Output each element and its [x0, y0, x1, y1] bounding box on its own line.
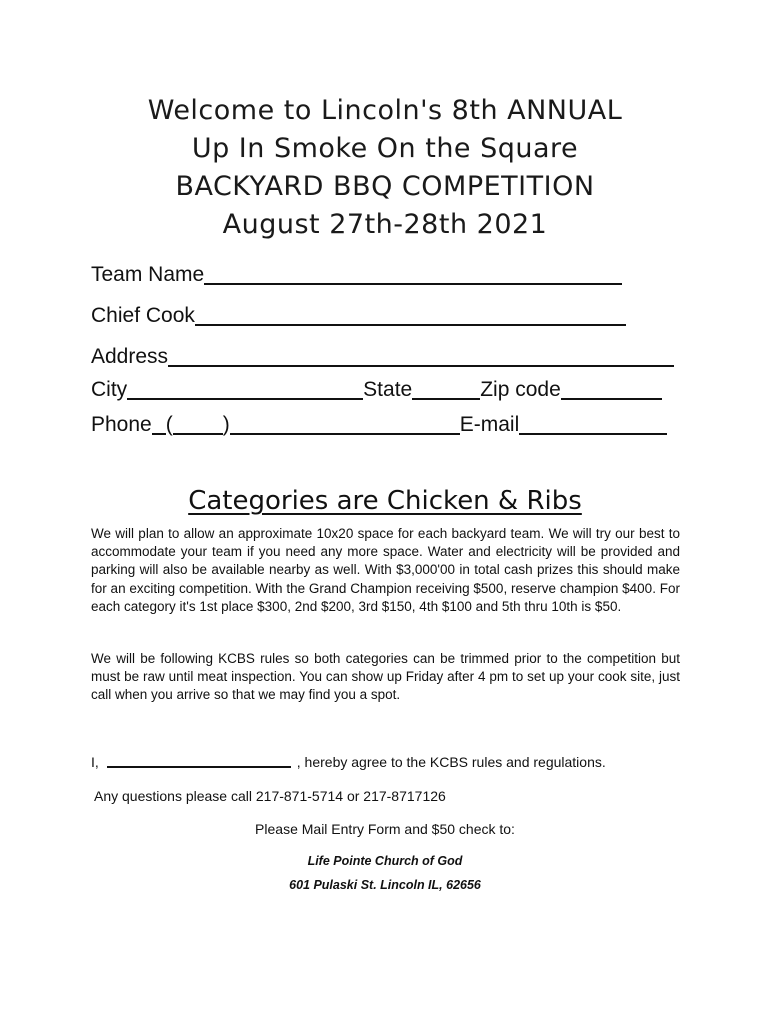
address-field[interactable]: [168, 345, 674, 367]
zip-label: Zip code: [480, 378, 561, 401]
phone-field-lead: [152, 413, 166, 435]
team-name-field[interactable]: [204, 263, 622, 285]
chief-cook-label: Chief Cook: [91, 304, 195, 327]
city-label: City: [91, 378, 128, 401]
title-line-4: August 27th-28th 2021: [222, 209, 548, 240]
chief-cook-field[interactable]: [195, 304, 626, 326]
phone-field[interactable]: [230, 413, 460, 435]
phone-row: [91, 412, 667, 438]
chief-cook-row: [91, 303, 626, 329]
title-line-3: BACKYARD BBQ COMPETITION: [175, 171, 595, 202]
categories-heading: Categories are Chicken & Ribs: [188, 486, 582, 516]
phone-close-paren: ): [222, 413, 230, 436]
city-field[interactable]: [127, 378, 363, 400]
zip-field[interactable]: [561, 378, 662, 400]
email-label: E-mail: [459, 413, 520, 436]
title-line-1: Welcome to Lincoln's 8th ANNUAL: [147, 95, 623, 126]
state-label: State: [363, 378, 413, 401]
team-name-row: [91, 262, 622, 288]
area-code-field[interactable]: [173, 413, 223, 435]
phone-open-paren: (: [165, 413, 173, 436]
questions-text: Any questions please call 217-871-5714 or 217-8717126: [94, 788, 446, 804]
details-paragraph: We will plan to allow an approximate 10x20 space for each backyard team. We will try our best to accommodate your team if you need any more space. Water and electricity will be provided and parking will also be available nearby as well. With $3,000'00 in total cash prizes this should make for an exciting competition. With the Grand Champion receiving $500, reserve champion $400. For each category it's 1st place $300, 2nd $200, 3rd $150, 4th $100 and 5th thru 10th is $50.: [91, 526, 680, 614]
mail-recipient-address: 601 Pulaski St. Lincoln IL, 62656: [289, 878, 481, 892]
agreement-suffix: , hereby agree to the KCBS rules and regulations.: [296, 754, 606, 770]
mail-instruction: Please Mail Entry Form and $50 check to:: [255, 821, 515, 837]
rules-paragraph: We will be following KCBS rules so both categories can be trimmed prior to the competition but must be raw until meat inspection. You can show up Friday after 4 pm to set up your cook site, just call when you arrive so that we may find you a spot.: [91, 651, 680, 703]
phone-label: Phone: [91, 413, 152, 436]
mail-recipient-name: Life Pointe Church of God: [307, 854, 463, 868]
city-row: [91, 377, 662, 403]
state-field[interactable]: [412, 378, 480, 400]
title-line-2: Up In Smoke On the Square: [191, 133, 579, 164]
address-label: Address: [91, 345, 169, 368]
email-field[interactable]: [519, 413, 667, 435]
team-name-label: Team Name: [91, 263, 205, 286]
agreement-prefix: I,: [91, 754, 99, 770]
agreement-line: [91, 752, 606, 771]
signature-field[interactable]: [107, 752, 291, 768]
title-block: [0, 92, 770, 244]
address-row: [91, 344, 674, 370]
